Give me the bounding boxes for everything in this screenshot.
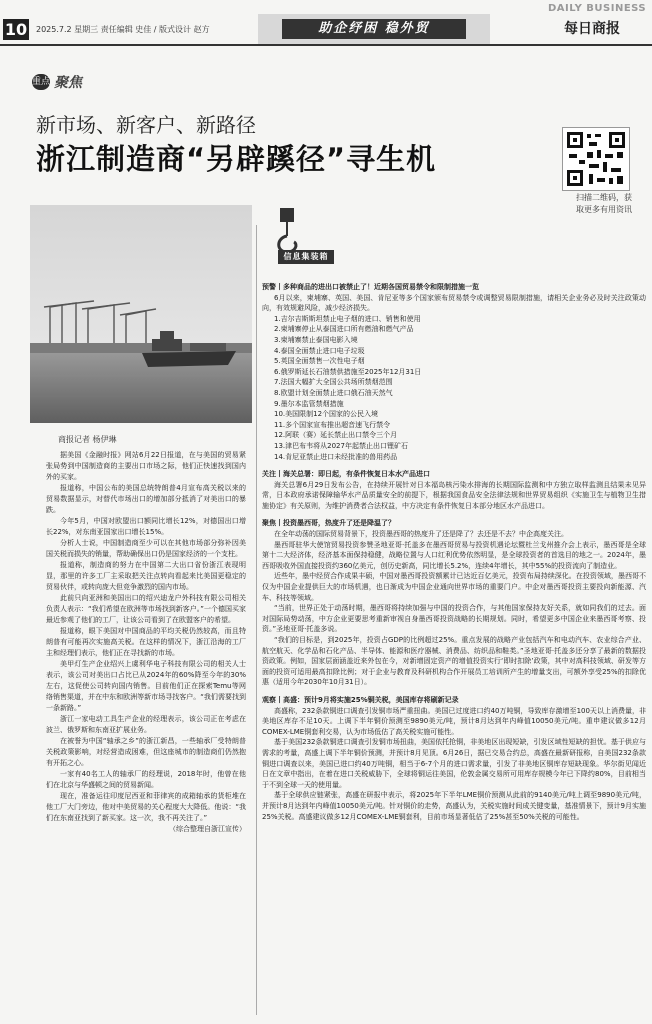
article-paragraph: 今年5月，中国对欧盟出口额同比增长12%，对德国出口增长22%，对东南亚国家出口增长15%。 bbox=[46, 517, 246, 536]
list-item: 1.吉尔吉斯斯坦禁止电子烟的进口、销售和使用 bbox=[274, 314, 421, 323]
banner-text: 助企纾困 稳外贸 bbox=[282, 19, 466, 39]
article-body bbox=[46, 450, 246, 835]
article-paragraph: 报道称，眼下美国对中国商品的平均关税仍然较高，而且特朗普有可能再次实施高关税。在这样的情况下，浙江沿海的工厂主和经理们表示，他们正在寻找新的市场。 bbox=[46, 627, 246, 657]
qr-code-icon bbox=[563, 128, 629, 190]
header-rule bbox=[0, 44, 652, 46]
section-paragraph: 墨西哥驻华大使馆贸易投资参赞圣地亚哥·托盖多在墨西哥贸易与投资机遇论坛暨杜兰戈州推介会上表示，墨西哥是全球第十二大经济体，经济基本面保持稳健，战略位置与人口红利优势依然明显，是全球投资者的首选目的地之一。2024年，墨西哥吸收外国直接投资约360亿美元，创历史新高，同比增长5.2%，连续4年增长，其中55%的投资流向了制造业。 bbox=[262, 540, 646, 570]
article-paragraph: 报道称，中国公布的美国总统特朗普4月宣布高关税以来的贸易数据显示，对替代市场出口的增加部分抵消了对美出口的暴跌。 bbox=[46, 484, 246, 514]
section-paragraph: 基于全球供应链紧张，高盛在研报中表示，将2025年下半年LME铜价预测从此前的9140美元/吨上调至9890美元/吨，并预计8月达到年内峰值10050美元/吨。针对铜价的走势，高盛认为，关税实施时间成关键变量，基准情景下，预计9月实施25%关税。高盛建议做多12月COMEX-LME铜套利，目前市场显著低估了25%甚至50%关税的可能性。 bbox=[262, 791, 646, 821]
list-item: 11.多个国家宣布推出超音速飞行禁令 bbox=[274, 420, 391, 429]
article-paragraph: 分析人士说，中国制造商至少可以在其他市场部分弥补因美国关税而损失的销量，帮助确保出口仍是国家经济的一个支柱。 bbox=[46, 539, 246, 558]
section-heading: 预警丨多种商品的进出口被禁止了！近期各国贸易禁令和限制措施一览 bbox=[262, 283, 479, 291]
section-paragraph: 高盛称，232条款铜进口调查引发铜市场严重扭曲。美国已过度进口约40万吨铜，导致库存激增至100天以上消费量，非美地区库存不足10天。上调下半年铜价预测至9890美元/吨，预计8月达到年内峰值10050美元/吨。重申建议做多12月COMEX-LME铜套利交易，认为市场低估了高关税实施可能性。 bbox=[262, 706, 646, 736]
qr-code[interactable] bbox=[562, 127, 630, 191]
article-subtitle: 新市场、新客户、新路径 bbox=[36, 113, 256, 137]
article-paragraph: 一家有40名工人的轴承厂的经理说，2018年时，他曾在他们在北京与华盛顿之间的贸易新闻。 bbox=[46, 770, 246, 789]
article-paragraph: 现在，准备运往印度尼西亚和菲律宾的成箱轴承的货柜堆在他工厂大门旁边，他对中美贸易的关心程度大大降低。他说：“我们在东南亚找到了新买家。这一次，我不再关注了。” bbox=[46, 792, 246, 822]
list-item: 2.柬埔寨停止从泰国进口所有燃油和燃气产品 bbox=[274, 325, 414, 334]
column-name: 聚焦 bbox=[54, 75, 82, 91]
issue-meta: 2025.7.2 星期三 责任编辑 史佳 / 版式设计 赵方 bbox=[36, 25, 210, 34]
brand-english: DAILY BUSINESS bbox=[548, 3, 647, 14]
section-paragraph: “当前，世界正处于动荡时期，墨西哥将持续加强与中国的投资合作，与其他国家保持友好关系，就如同我们的过去。面对国际局势动荡，中方企业更要思考重新审视自身墨西哥投资战略的长期规划。同时，希望更多中国企业来墨西哥考察、投资。”圣地亚哥·托盖多说。 bbox=[262, 604, 646, 634]
article-paragraph: 据美国《金融时报》网站6月22日报道，在与美国的贸易紧张局势到中国制造商的主要出口市场之际，他们正快速找到国内外的买家。 bbox=[46, 451, 246, 481]
list-item: 13.津巴布韦将从2027年起禁止出口锂矿石 bbox=[274, 441, 408, 450]
list-item: 3.柬埔寨禁止泰国电影入境 bbox=[274, 335, 358, 344]
photo-credit: 商报记者 杨伊琳 bbox=[58, 435, 117, 444]
brand-chinese: 每日商报 bbox=[564, 21, 620, 37]
column-divider bbox=[256, 225, 257, 1015]
list-item: 7.法国大幅扩大全国公共场所禁烟范围 bbox=[274, 378, 393, 387]
list-item: 9.墨尔本监管禁烟措施 bbox=[274, 399, 344, 408]
crane-hook-icon bbox=[260, 208, 318, 254]
article-source: （综合整理自浙江宣传） bbox=[169, 825, 246, 833]
list-item: 10.美国限制12个国家的公民入境 bbox=[274, 410, 379, 419]
column-dot: 重点 bbox=[32, 74, 50, 90]
section-heading: 关注丨海关总署：即日起，有条件恢复日本水产品进口 bbox=[262, 470, 430, 479]
qr-caption: 扫描二维码，获取更多有用资讯 bbox=[576, 193, 632, 214]
list-item: 5.英国全面禁售一次性电子烟 bbox=[274, 357, 365, 366]
article-paragraph: 浙江一家电动工具生产企业的经理表示，该公司正在考虑在波兰、俄罗斯和东南亚扩展业务。 bbox=[46, 715, 246, 734]
section-paragraph: 在全年动荡的国际贸易背景下，投资墨西哥的热度升了还是降了？去还是不去？中企高度关注。 bbox=[274, 530, 568, 539]
article-title: 浙江制造商“另辟蹊径”寻生机 bbox=[36, 142, 437, 176]
list-item: 14.肯尼亚禁止进口未经批准的兽用药品 bbox=[274, 452, 398, 461]
article-paragraph: 报道称，制造商的努力在中国第二大出口省份浙江表现明显，那里的许多工厂主采取把关注点转向看起来比美国更稳定的贸易伙伴，或转向庞大但竞争激烈的国内市场。 bbox=[46, 561, 246, 591]
info-board-label: 信息集装箱 bbox=[278, 250, 334, 264]
article-paragraph: 美甲灯生产企业绍兴上虞利华电子科技有限公司的相关人士表示，该公司对美出口占比已从2024年的60%降至今年的30%左右，这促使公司转向国内销售。目前他们正在探索Temu等网络销售渠道，并在中东和欧洲等新市场寻找客户。“我们需要找到一条新路。” bbox=[46, 660, 246, 712]
port-photo bbox=[30, 205, 252, 423]
section-heading: 观察丨高盛：预计9月将实施25%铜关税，美国库存将刷新记录 bbox=[262, 695, 459, 704]
list-item: 4.泰国全面禁止进口电子垃圾 bbox=[274, 346, 365, 355]
info-column bbox=[262, 282, 646, 822]
section-paragraph: 基于美国232条款铜进口调查引发铜市场扭曲，美国依托抢铜，非美地区出现短缺，引发区域性短缺的担忧。基于供应与需求的考量，高盛上调下半年铜价预测，并预计8月见顶。6月26日，据已交易合约总，高盛在最新研报称，自美国232条款铜进口调查以来，美国已进口约40万吨铜，相当于6-7个月的进口需求量，引发了非美地区铜库存短缺现象。华尔街见闻近日在文章中指出，在着在进口关税威胁下，全球将铜运往美国，伦敦金属交易所可用库存规模今年已下降约80%，目前相当于不到全球一天的使用量。 bbox=[262, 738, 646, 789]
section-paragraph: 海关总署6月29日发布公告，在持续开展针对日本福岛核污染水排海的长期国际监测和中方独立取样监测且结果未见异常，日本政府承诺保障输华水产品质量安全的前提下，根据我国食品安全法律法规和世界贸易组织《实施卫生与植物卫生措施协定》有关原则，为维护消费者合法权益，中方决定有条件恢复日本部分地区水产品进口。 bbox=[262, 480, 646, 510]
page-number: 10 bbox=[4, 20, 28, 39]
article-paragraph: 此前只向亚洲和美国出口的绍兴迪龙户外科技有限公司相关负责人表示：“我们希望在欧洲等市场找到新客户。”一个德国买家最近参观了他们的工厂，让该公司看到了在欧盟客户的希望。 bbox=[46, 594, 246, 624]
section-banner bbox=[258, 14, 490, 44]
article-paragraph: 在被誉为中国“轴承之乡”的浙江新昌，一些轴承厂受特朗普关税政策影响，对经营造成困难，但这座城市的制造商们仍然抱有开拓之心。 bbox=[46, 737, 246, 767]
section-paragraph: 近些年，墨中经贸合作成果丰硕，中国对墨西哥投资额累计已达近百亿美元，投资布局持续深化。在投资领域，墨西哥不仅为中国企业提供巨大的市场机遇，也日渐成为中国企业通向世界市场的重要门户。中企对墨西哥投资主要投向新能源、汽车、科技等领域。 bbox=[262, 572, 646, 602]
list-item: 12.阿联（赛）延长禁止出口禁令三个月 bbox=[274, 431, 398, 440]
section-paragraph: “我们的目标是，到2025年，投资占GDP的比例超过25%。重点发展的战略产业包括汽车和电动汽车、农业综合产业、航空航天、化学品和石化产品、半导体、能源和医疗器械、消费品、纺织品和鞋类。”圣地亚哥·托盖多还分享了最新的数据投资政策。例如，国家层面涵盖近来外包在今，对新增固定资产的增值投资实行‘即时扣除’政策，其中对高科技领域、研发等方面的投资可适用最高扣除比例；对于企业与教育及科研机构合作开展员工培训所产生的增量支出，可额外享受25%的扣除优惠（适用今年2030年10月31日）。 bbox=[262, 636, 646, 687]
page-header bbox=[0, 0, 652, 44]
section-intro: 6月以来，柬埔寨、英国、美国、肯尼亚等多个国家颁布贸易禁令或调整贸易限制措施，请相关企业务必及时关注政策动向，有效规避风险，减少经济损失。 bbox=[262, 293, 646, 313]
list-item: 6.俄罗斯延长石油禁供措施至2025年12月31日 bbox=[274, 367, 422, 376]
ban-list bbox=[262, 314, 646, 462]
list-item: 8.欧盟计划全面禁止进口俄石油天然气 bbox=[274, 388, 393, 397]
section-heading: 聚焦丨投资墨西哥，热度升了还是降温了？ bbox=[262, 519, 395, 528]
